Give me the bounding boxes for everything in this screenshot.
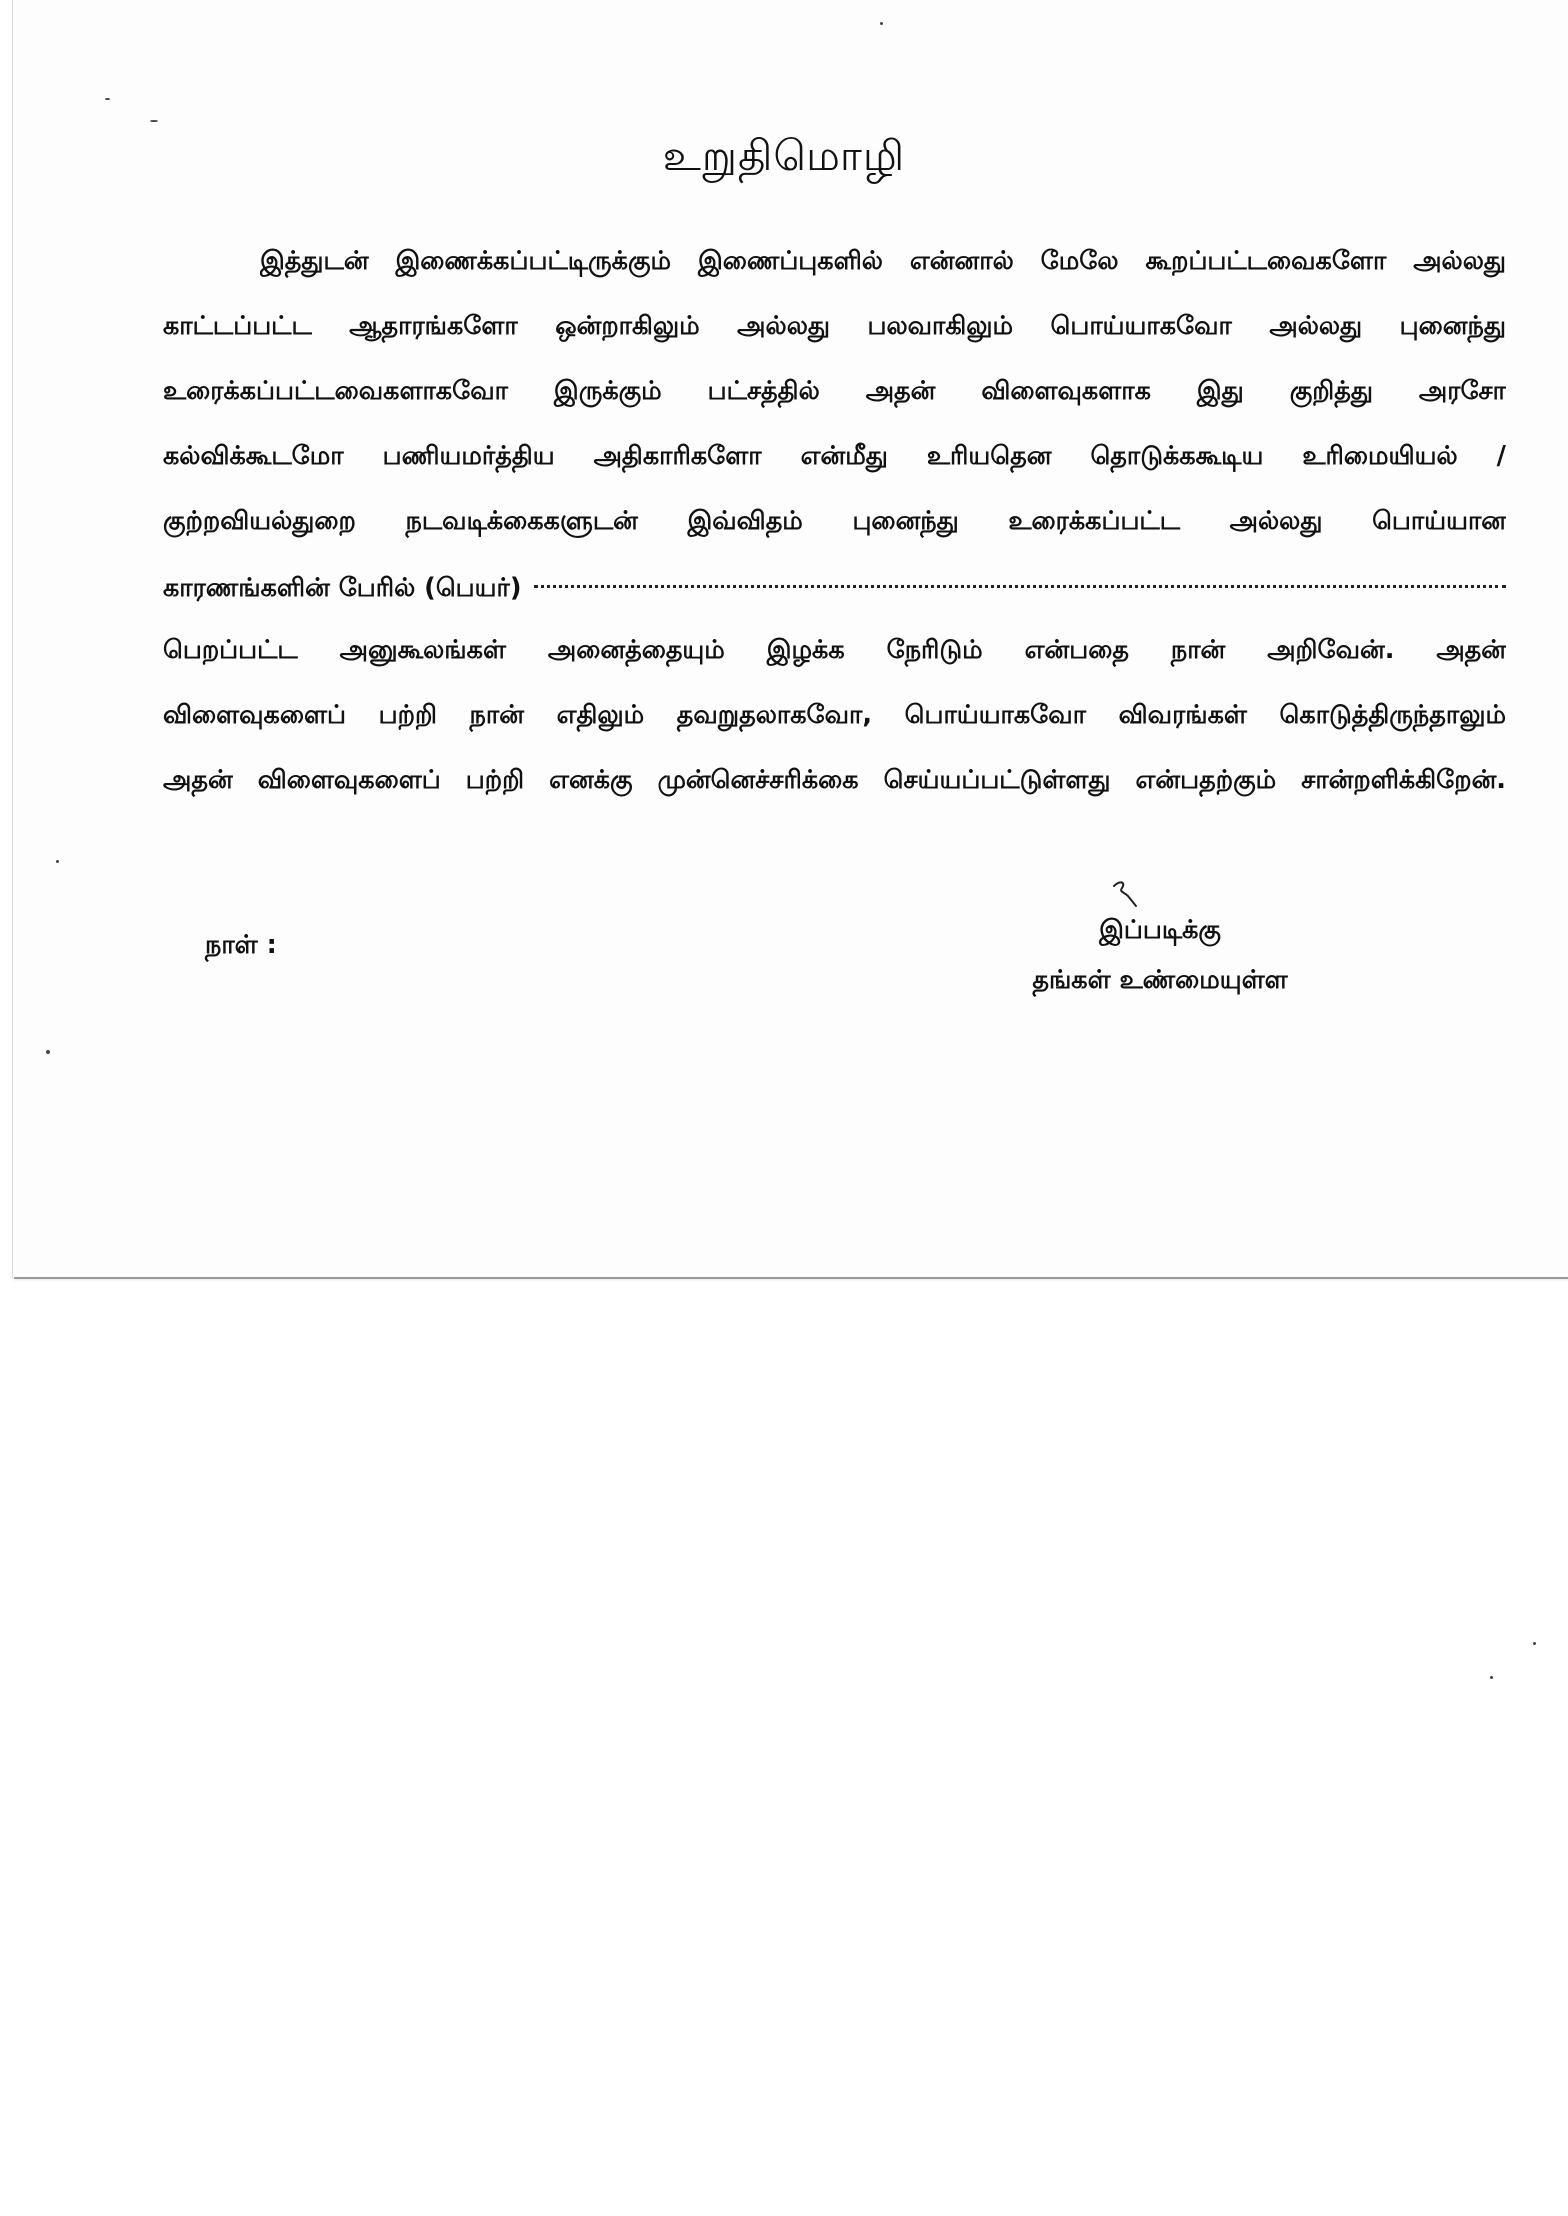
scan-speck — [1490, 1676, 1493, 1679]
scan-speck — [1533, 1642, 1536, 1645]
body-line-8: அதன் விளைவுகளைப் பற்றி எனக்கு முன்னெச்சரிக்கை செய்யப்பட்டுள்ளது என்பதற்கும் சான்றளிக்கிறேன். — [163, 765, 1506, 795]
body-line-4: கல்விக்கூடமோ பணியமர்த்திய அதிகாரிகளோ என்மீது உரியதென தொடுக்ககூடிய உரிமையியல் / — [163, 441, 1506, 471]
name-fill-line — [163, 565, 1506, 611]
body-line-2: காட்டப்பட்ட ஆதாரங்களோ ஒன்றாகிலும் அல்லது பலவாகிலும் பொய்யாகவோ அல்லது புனைந்து — [163, 311, 1506, 341]
body-line-6: பெறப்பட்ட அனுகூலங்கள் அனைத்தையும் இழக்க நேரிடும் என்பதை நான் அறிவேன். அதன் — [163, 635, 1506, 665]
closing-yours: இப்படிக்கு — [1099, 915, 1221, 945]
name-blank-dots — [534, 585, 1507, 588]
scan-speck — [150, 120, 158, 122]
body-line-3: உரைக்கப்பட்டவைகளாகவோ இருக்கும் பட்சத்தில் அதன் விளைவுகளாக இது குறித்து அரசோ — [163, 376, 1506, 406]
body-line-7: விளைவுகளைப் பற்றி நான் எதிலும் தவறுதலாகவோ, பொய்யாகவோ விவரங்கள் கொடுத்திருந்தாலும் — [163, 700, 1506, 730]
scan-speck — [46, 1050, 50, 1054]
closing-faithfully: தங்கள் உண்மையுள்ள — [1032, 965, 1288, 995]
document-title: உறுதிமொழி — [662, 131, 906, 180]
closing-block — [980, 905, 1340, 1005]
date-label: நாள் : — [205, 930, 277, 960]
name-line-label: காரணங்களின் பேரில் (பெயர்) — [163, 573, 522, 603]
sheet-left-edge — [12, 0, 13, 1278]
scan-speck — [56, 860, 59, 863]
scan-speck — [105, 98, 110, 100]
body-line-5: குற்றவியல்துறை நடவடிக்கைகளுடன் இவ்விதம் புனைந்து உரைக்கப்பட்ட அல்லது பொய்யான — [163, 506, 1506, 536]
body-line-1: இத்துடன் இணைக்கப்பட்டிருக்கும் இணைப்புகளில் என்னால் மேலே கூறப்பட்டவைகளோ அல்லது — [260, 246, 1506, 276]
sheet-bottom-edge — [14, 1277, 1568, 1279]
scan-speck — [880, 22, 883, 25]
